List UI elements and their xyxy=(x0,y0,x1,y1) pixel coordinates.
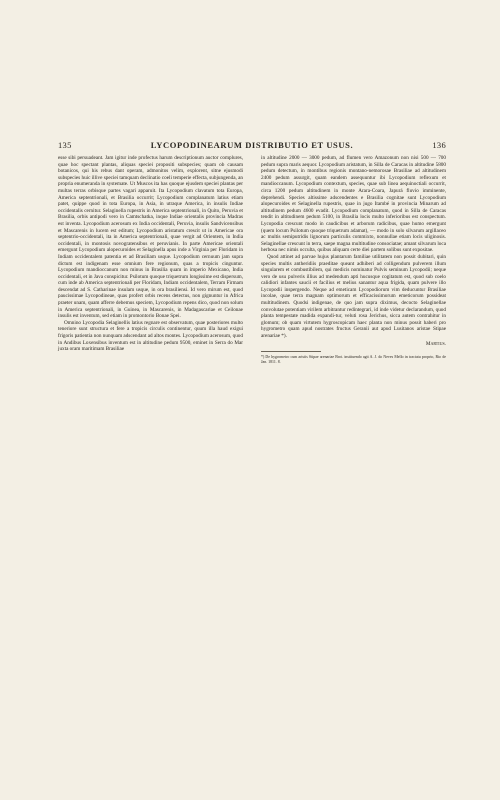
page-number-right: 136 xyxy=(432,140,446,150)
paragraph: Quod attinet ad parvae hujus plantarum familiae utilitatem non possit dubitari, quin species multis antheridiis praeditae queant adhiberi ad colligendum pulverem illum singularem et combustibilem, qui medicis nominatur Pulvis seminum Lycopodii; neque vero de usu pulveris illius ad medendum apti hucusque cogitatum est, quod sub coelo calidiori infantes saucii et facilius et melius sanantur aqua frigida, quam pulvere illo Lycopodii inspergendo. Neque ad emeticam Lycopodiorum vim deducuntur Brasiliae incolae, quae terra magnam optimorum et efficacissimorum emeticorum possideat multitudinem. Quodsi indigenae, de quo jam supra diximus, decocto Selaginellae convolutae potentiam virilem arbitrantur redintegrari, id inde videtur declarandum, quod planta tempestate madida expandi-tur, veluti rosa Jerichus, sicca autem contrahitur in glomum; ob quam virtutem hygroscopicam haec planta non minus possit haberi pro hygrometro quam apud nostrates fructus Geranii aut apud Lusitanos aristae Stipae arenariae *). xyxy=(261,253,446,340)
paragraph: esse sibi persuadeant. Jam igitur inde profectus harum descriptionum auctor complures, quae hoc spectant plantas, aliquas speciei propositi subspecies; quam ob causam botanicos, qui his rebus dant operam, admonitos velim, explorent, sitne ejusmodi subspecies huic illive speciei tamquam declinatio coeli temperie effecta, subjungenda, an propria enumeranda in systemate. Ut Muscos ita has quoque ejusdem speciei plantas per multas terras orbisque partes vagari apparuit. Ita Lycopodium clavatum tota Europa, America septentrionali, et Brasilia occurrit; Lycopodium complanatum latius etiam patet, quippe quod in tota Europa, in Asia, in utraque America, in insulis Indiae occidentalis cernitur. Selaginella rupestris in America septentrionali, in Quito, Peruvia et Brasilia, orbis antipodi vero in Camtschatka, inque Indiae orientalis provincia Madras est inventa. Lycopodium acerosum ex India occidentali, Peruvia, insulis Sandvicensibus et Mascarenis in lucem est editum; Lycopodium aristatum crescit ut in Americae ora septentrio-occidentali, ita in America septentrionali, quae vergit ad Orientem, in India occidentali, in montosis novogratensibus et peruvianis. In parte Americae orientali emergunt Lycopodium alopecuroides et Selaginella apus inde a Virginia per Floridam in Indiam occidentalem patentia et ad Brasiliam usque. Lycopodium cernuum jam supra dictum est indigenam esse omnium fere regionum, quas a tropicis cinguntur. Lycopodium mandioccanum non minus in Brasilia quam in imperio Mexicano, India occidentali, et in Java conspicitur. Psilotum quoque triquetrum longissime est dispersum, cum inde ab America septentrionali per Floridam, Indiam occidentalem, Terram Firmam descendat ad S. Catharinae insulam usque, in ora brasiliensi. Id vero mirum est, quod paucissimae Lycopodineae, quas profert orbis recens detectus, non gignuntur in Africa praeter unam, quam afferre debemus speciem, Lycopodium repens dico, quod non solum in America septentrionali, in Guinea, in Mascarenis, in Madagascariae et Ceilonae insulis est inventum, sed etiam in promontorio Bonae Spei. xyxy=(58,155,243,320)
page-number-left: 135 xyxy=(58,140,72,150)
running-title: LYCOPODINEARUM DISTRIBUTIO ET USUS. xyxy=(150,140,354,150)
footnote: *) De hygrometro cum aristis Stipae arenariae Brot. instituendo agit A. J. do Neves Mello in tractatu proprio, Rio de Jan. 1811. 8. xyxy=(261,355,446,365)
paragraph: Omnino Lycopodia Selaginellis latius regnare est observatum, quae posteriores multo teneriore sunt structura et fere a tropicis circulis continentur, quum illa haud exigui frigoris patientia non nunquam adscendant ad altos montes. Lycopodium acerosum, quod in Andibus Loxensibus inventum est in altitudine pedum 9500, eminet in Serra do Mar juxta oram maritimam Brasiliae xyxy=(58,319,243,353)
author-signature: Martius. xyxy=(425,340,446,347)
running-header xyxy=(58,140,446,152)
footnote-rule xyxy=(261,351,321,352)
paragraph: in altitudine 2000 — 3000 pedum, ad flumen vero Amazonum non nisi 500 — 700 pedum supra maris aequor. Lycopodium aristatum, in Silla de Caracas in altitudine 5800 pedum detectum, in montibus regionis montano-nemorosae Brasiliae ad altitudinem 2400 pedum assurgit, quam eandem assequuntur ibi Lycopodium reflexum et mandioccanum. Lycopodium contextum, species, quae sub linea aequinoctiali occurrit, circa 1200 pedum altitudinem in monte Arara-Coara, Japurá fluvio imminente, deprehendi. Species altissime adscendentes e Brasilia cognitae sunt Lycopodium alopecuroides et Selaginella rupestris, quae in jugo Itambé in provincia Minarum ad altitudinem pedum 4600 evadit. Lycopodium complanatum, quod in Silla de Caracas tendit in altitudinem pedum 5100, in Brasilia locis multo inferioribus est conspectum. Lycopodia crescunt modo in caudicibus et arborum radicibus, quae humo emergunt (quem locum Psilotum quoque triquetrum adamat), — modo in solo silvarum argillaceo ac multis semiputridis lignorum particulis commixto, nonnullae etiam locis uliginosis. Selaginellae crescunt in terra, saepe magna multitudine consociatae; amant silvarum loca herbosa nec nimis occulta, quibus aliquam certe diei partem solibus sunt expositae. xyxy=(261,155,446,254)
right-column xyxy=(261,155,446,365)
left-column xyxy=(58,155,243,353)
